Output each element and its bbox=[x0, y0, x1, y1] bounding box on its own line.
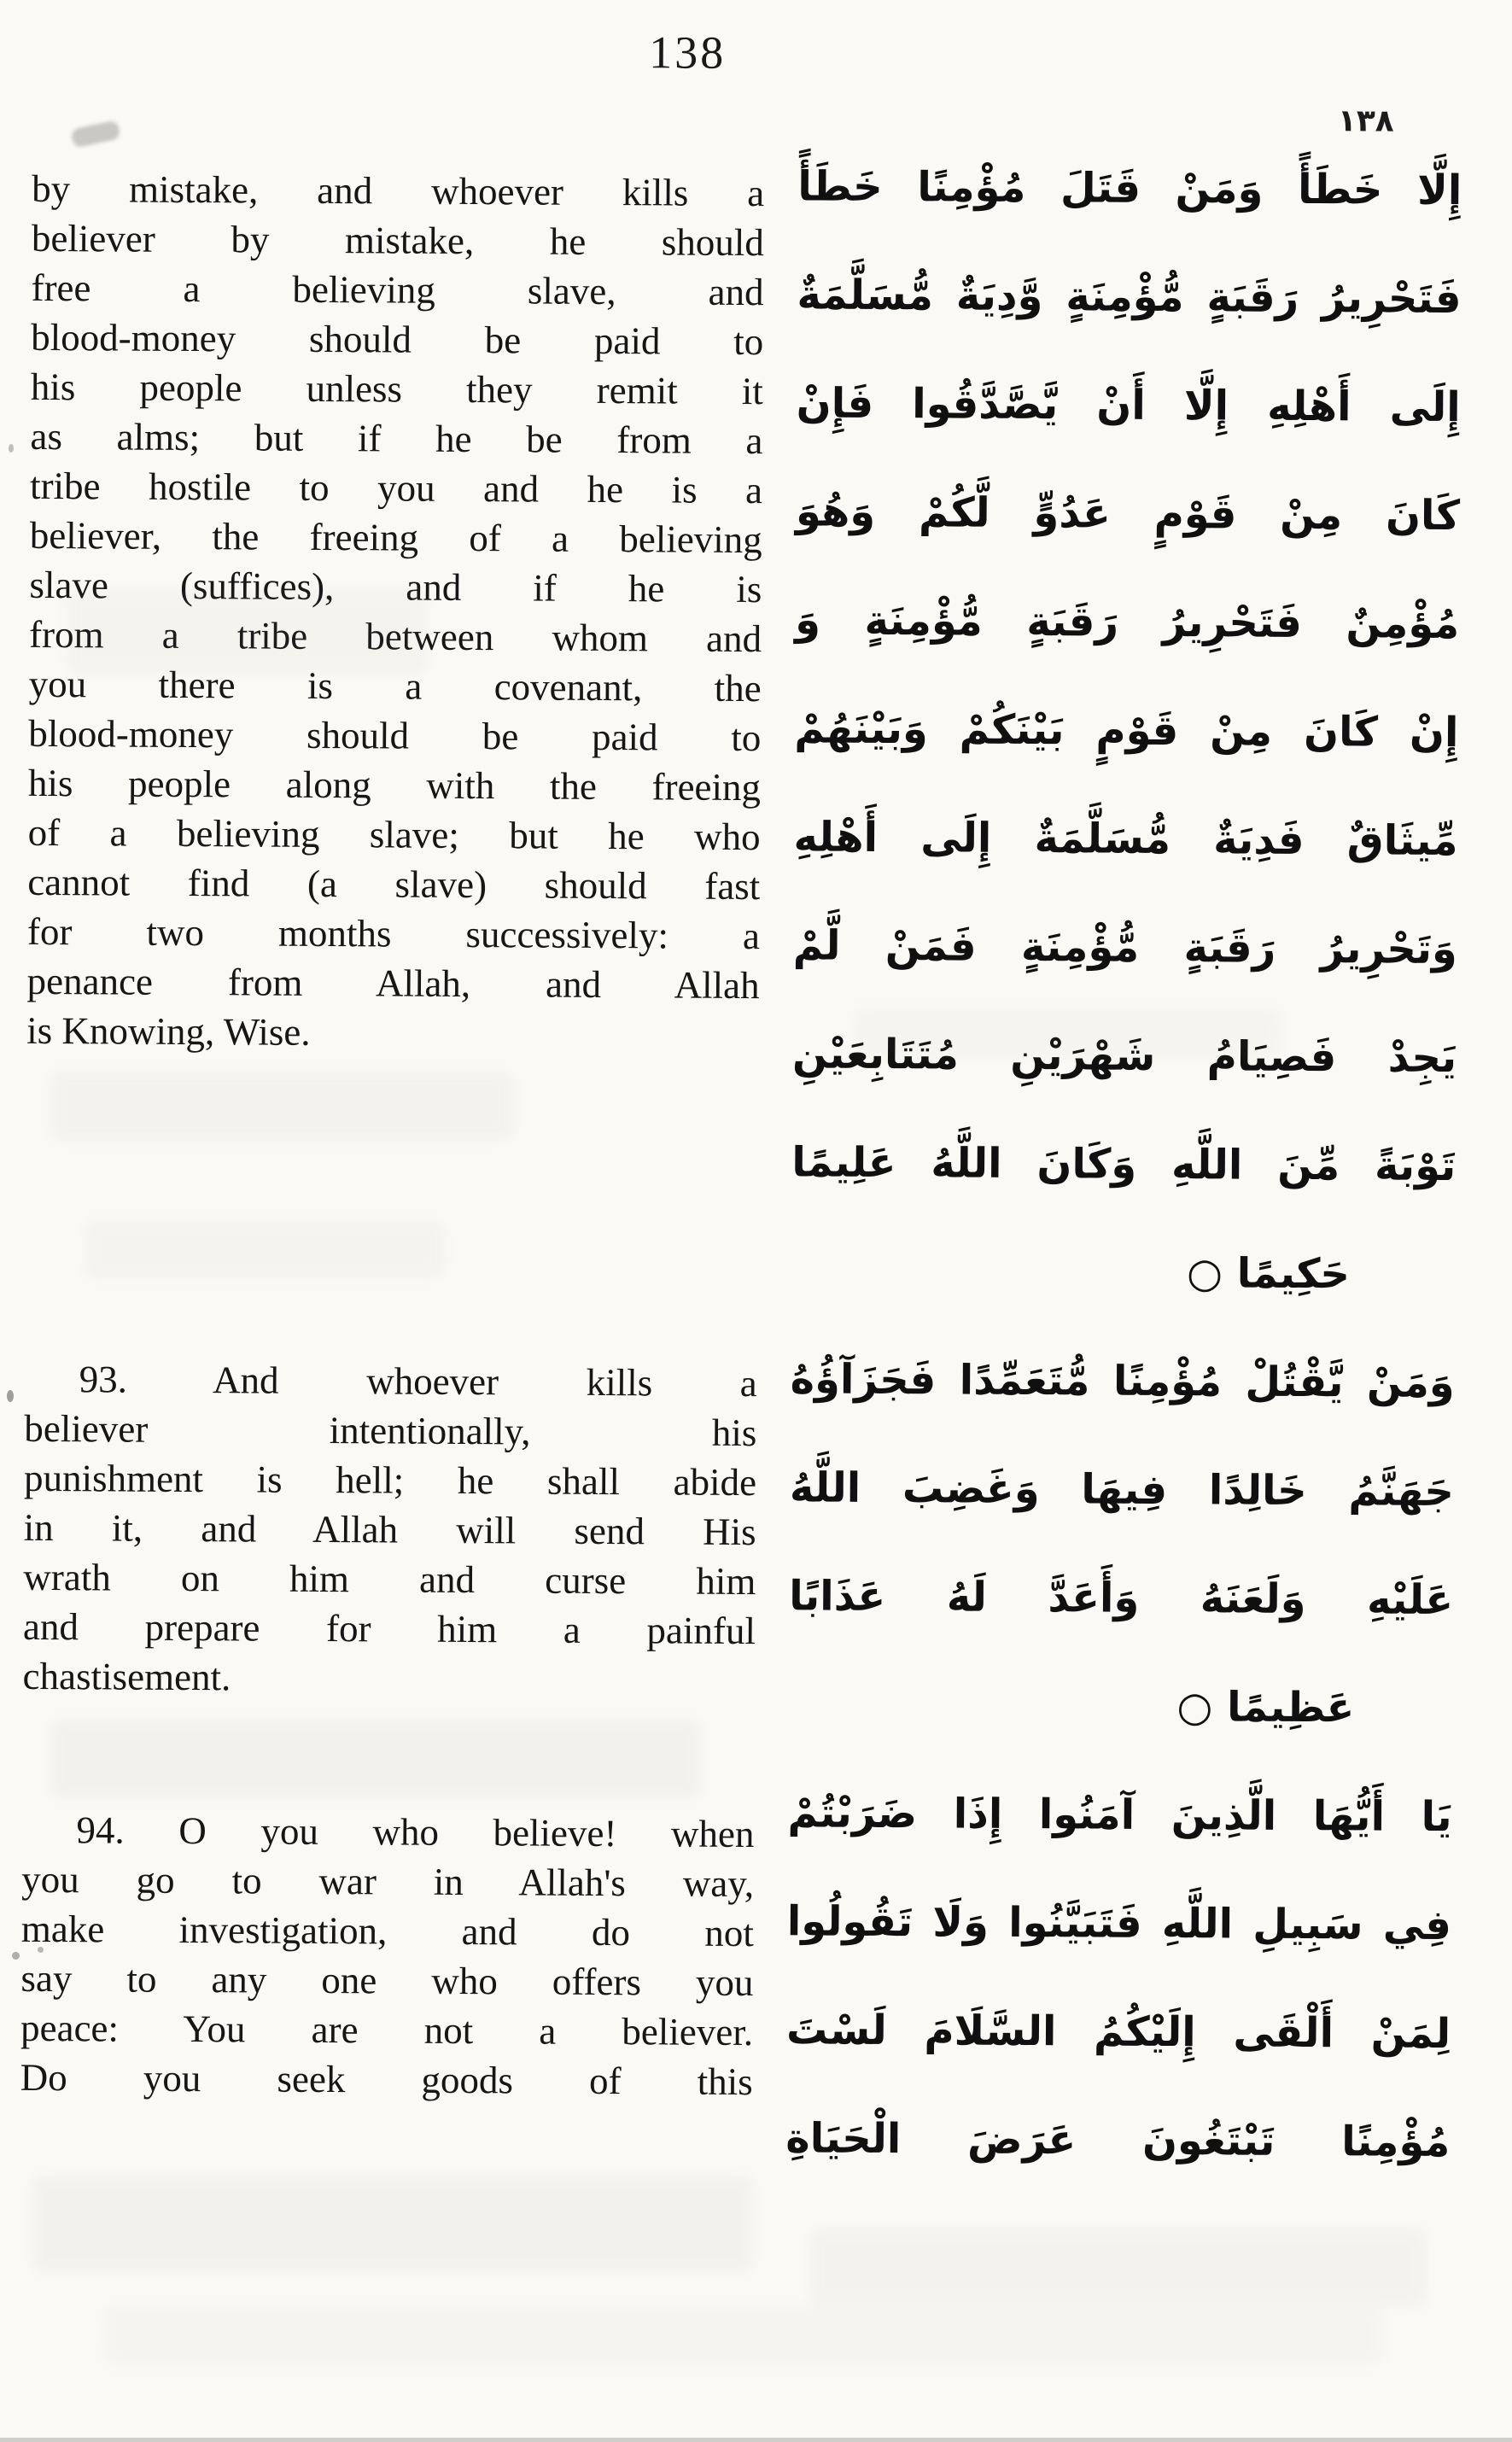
translation-text-line: is Knowing, Wise. bbox=[26, 1008, 311, 1054]
translation-text-line: his people along with the freeing bbox=[27, 761, 762, 809]
arabic-text-line: فِي سَبِيلِ اللَّهِ فَتَبَيَّنُوا وَلَا تَقُولُوا bbox=[786, 1897, 1452, 1950]
translation-text-line: penance from Allah, and Allah bbox=[26, 959, 760, 1008]
translation-text-line: make investigation, and do not bbox=[20, 1907, 754, 1955]
translation-text-line: Do you seek goods of this bbox=[20, 2055, 753, 2104]
translation-text-line: wrath on him and curse him bbox=[23, 1555, 756, 1604]
english-translation-column bbox=[18, 0, 765, 2442]
arabic-text-line: مِّيثَاقٌ فَدِيَةٌ مُّسَلَّمَةٌ إِلَى أَهْلِهِ bbox=[793, 813, 1458, 866]
translation-text-line: as alms; but if he be from a bbox=[30, 414, 763, 463]
translation-text-line: 94. O you who believe! when bbox=[76, 1808, 755, 1856]
translation-text-line: free a believing slave, and bbox=[31, 266, 764, 314]
arabic-text-line: عَلَيْهِ وَلَعَنَهُ وَأَعَدَّ لَهُ عَذَابًا bbox=[789, 1572, 1454, 1625]
translation-text-line: blood-money should be paid to bbox=[28, 711, 762, 760]
translation-text-line: you go to war in Allah's way, bbox=[21, 1857, 755, 1906]
arabic-verse-column bbox=[785, 132, 1462, 2197]
arabic-text-line: يَا أَيُّهَا الَّذِينَ آمَنُوا إِذَا ضَرَبْتُمْ bbox=[787, 1789, 1452, 1842]
translation-text-line: you there is a covenant, the bbox=[28, 662, 762, 710]
page-number: 138 bbox=[649, 26, 727, 79]
translation-text-line: believer, the freeing of a believing bbox=[29, 513, 762, 562]
translation-text-line: cannot find (a slave) should fast bbox=[27, 860, 761, 908]
translation-text-line: and prepare for him a painful bbox=[22, 1604, 756, 1653]
arabic-text-line: وَتَحْرِيرُ رَقَبَةٍ مُّؤْمِنَةٍ فَمَنْ لَّمْ bbox=[792, 921, 1458, 974]
arabic-text-line: يَجِدْ فَصِيَامُ شَهْرَيْنِ مُتَتَابِعَيْنِ bbox=[791, 1030, 1457, 1083]
verse-93-translation-paragraph bbox=[22, 1354, 756, 1705]
arabic-text-line: كَانَ مِنْ قَوْمٍ عَدُوٍّ لَّكُمْ وَهُوَ bbox=[795, 488, 1461, 540]
translation-text-line: blood-money should be paid to bbox=[31, 315, 764, 364]
translation-text-line: believer by mistake, he should bbox=[31, 216, 765, 265]
translation-text-line: say to any one who offers you bbox=[20, 1956, 754, 2005]
arabic-text-line: لِمَنْ أَلْقَى إِلَيْكُمُ السَّلَامَ لَسْتَ bbox=[785, 2006, 1451, 2059]
arabic-text-line: عَظِيمًا ○ bbox=[1176, 1683, 1355, 1732]
translation-text-line: tribe hostile to you and he is a bbox=[29, 464, 763, 512]
arabic-text-line: إِلَى أَهْلِهِ إِلَّا أَنْ يَّصَّدَّقُوا فَإِنْ bbox=[796, 379, 1461, 432]
translation-text-line: believer intentionally, his bbox=[24, 1406, 757, 1455]
translation-text-line: slave (suffices), and if he is bbox=[29, 563, 762, 611]
translation-text-line: punishment is hell; he shall abide bbox=[23, 1456, 757, 1504]
arabic-text-line: جَهَنَّمُ خَالِدًا فِيهَا وَغَضِبَ اللَّهُ bbox=[789, 1463, 1455, 1516]
translation-text-line: chastisement. bbox=[22, 1654, 231, 1699]
page-number-arabic: ١٣٨ bbox=[1337, 103, 1394, 139]
verse-92-translation-paragraph bbox=[26, 164, 764, 1060]
translation-text-line: peace: You are not a believer. bbox=[20, 2006, 754, 2054]
translation-text-line: in it, and Allah will send His bbox=[23, 1505, 756, 1554]
verse-94-translation-paragraph bbox=[20, 1805, 755, 2106]
arabic-text-line: تَوْبَةً مِّنَ اللَّهِ وَكَانَ اللَّهُ عَلِيمًا bbox=[791, 1138, 1457, 1191]
arabic-text-line: إِنْ كَانَ مِنْ قَوْمٍ بَيْنَكُمْ وَبَيْنَهُمْ bbox=[794, 704, 1459, 757]
translation-text-line: 93. And whoever kills a bbox=[79, 1358, 757, 1405]
translation-text-line: from a tribe between whom and bbox=[28, 612, 762, 661]
translation-text-line: of a believing slave; but he who bbox=[27, 810, 761, 859]
arabic-text-line: وَمَنْ يَّقْتُلْ مُؤْمِنًا مُّتَعَمِّدًا فَجَزَآؤُهُ bbox=[790, 1355, 1455, 1408]
scan-edge-shadow bbox=[0, 2438, 1512, 2442]
arabic-text-line: مُؤْمِنٌ فَتَحْرِيرُ رَقَبَةٍ مُّؤْمِنَةٍ وَ bbox=[795, 596, 1460, 649]
arabic-text-line: مُؤْمِنًا تَبْتَغُونَ عَرَضَ الْحَيَاةِ bbox=[785, 2114, 1451, 2167]
translation-text-line: for two months successively: a bbox=[26, 909, 761, 958]
arabic-text-line: حَكِيمًا ○ bbox=[1186, 1249, 1351, 1299]
arabic-text-line: إِلَّا خَطَأً وَمَنْ قَتَلَ مُؤْمِنًا خَطَأً bbox=[797, 162, 1462, 215]
translation-text-line: his people unless they remit it bbox=[30, 365, 763, 413]
translation-text-line: by mistake, and whoever kills a bbox=[32, 166, 765, 215]
arabic-text-line: فَتَحْرِيرُ رَقَبَةٍ مُّؤْمِنَةٍ وَّدِيَةٌ مُّسَلَّمَةٌ bbox=[797, 271, 1462, 324]
